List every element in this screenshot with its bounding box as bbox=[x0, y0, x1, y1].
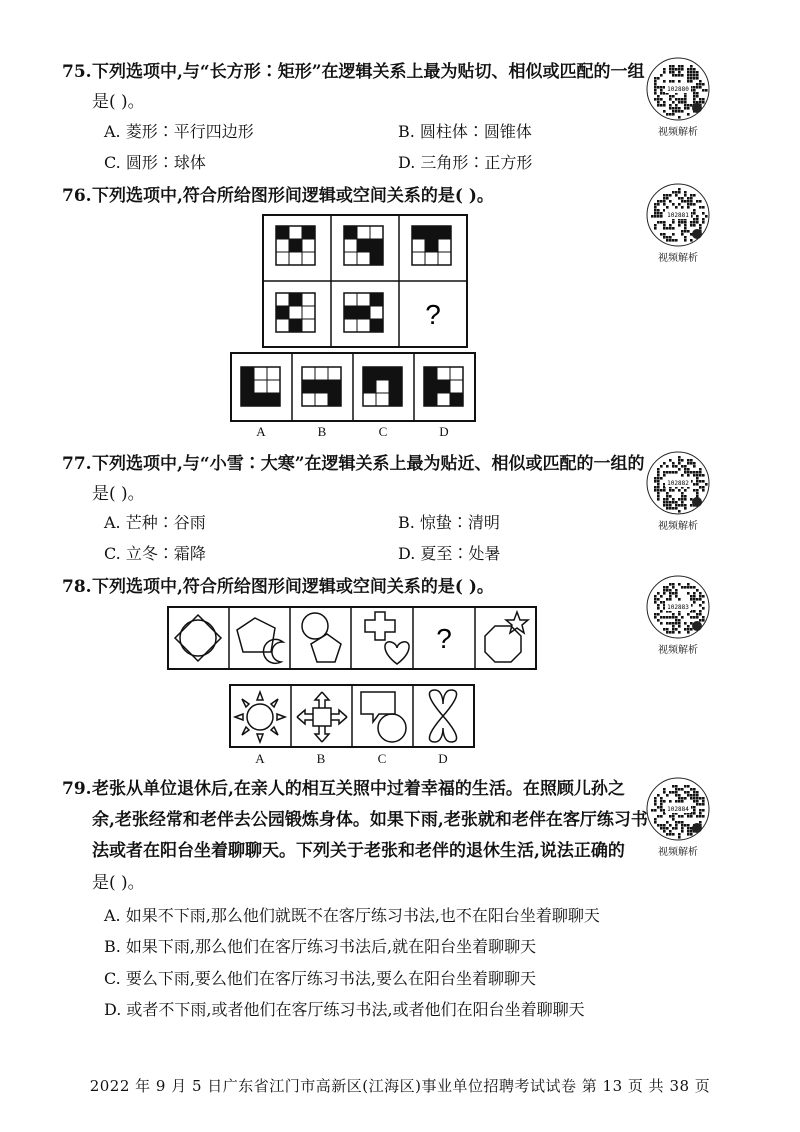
q78-option-a-figure[interactable] bbox=[235, 692, 285, 742]
q76-option-d-figure[interactable] bbox=[424, 367, 463, 406]
q76-stem: 76.下列选项中,符合所给图形间逻辑或空间关系的是( )。 bbox=[62, 182, 494, 210]
q75-stem-line1: 75.下列选项中,与“长方形∶矩形”在逻辑关系上最为贴切、相似或匹配的一组 bbox=[62, 58, 644, 86]
qr-code-icon bbox=[645, 182, 711, 248]
q76-figure-3 bbox=[412, 226, 451, 265]
q77-number: 77. bbox=[62, 454, 92, 474]
q77-stem-line2: 是( )。 bbox=[92, 484, 145, 504]
qr-code-icon bbox=[645, 56, 711, 122]
qr-code-q78[interactable] bbox=[645, 574, 711, 656]
q77-option-a[interactable]: A. 芒种∶谷雨 bbox=[104, 513, 206, 532]
qr-code-q76[interactable] bbox=[645, 182, 711, 264]
qr-id: 102881 bbox=[667, 212, 689, 219]
q78-option-d-figure[interactable] bbox=[429, 690, 456, 742]
qr-id: 102884 bbox=[667, 806, 689, 813]
q75-option-d[interactable]: D. 三角形∶正方形 bbox=[398, 153, 533, 172]
q76-figure-2 bbox=[344, 226, 383, 265]
q77-option-c[interactable]: C. 立冬∶霜降 bbox=[104, 544, 206, 563]
q78-figure-6 bbox=[485, 612, 528, 662]
q78-figure-3 bbox=[302, 613, 341, 662]
q78-option-b-figure[interactable] bbox=[297, 692, 347, 742]
q75-number: 75. bbox=[62, 62, 92, 82]
q76-options-strip bbox=[230, 352, 476, 422]
qr-caption: 视频解析 bbox=[658, 645, 698, 656]
q79-stem-line2: 余,老张经常和老伴去公园锻炼身体。如果下雨,老张就和老伴在客厅练习书 bbox=[92, 810, 648, 830]
q76-number: 76. bbox=[62, 186, 92, 206]
q78-figure-row bbox=[167, 606, 537, 670]
qr-code-icon bbox=[645, 776, 711, 842]
q78-letter-d: D bbox=[438, 751, 448, 766]
q79-option-b[interactable]: B. 如果下雨,那么他们在客厅练习书法后,就在阳台坐着聊聊天 bbox=[104, 937, 537, 956]
q78-question-mark: ? bbox=[436, 623, 452, 654]
q78-figure-2 bbox=[237, 618, 283, 663]
q76-letter-a: A bbox=[256, 424, 266, 439]
qr-id: 102883 bbox=[667, 604, 689, 611]
q78-letter-a: A bbox=[255, 751, 265, 766]
qr-caption: 视频解析 bbox=[658, 127, 698, 138]
q75-option-b[interactable]: B. 圆柱体∶圆锥体 bbox=[398, 122, 532, 141]
q76-figure-grid bbox=[262, 214, 468, 348]
q78-figure-4 bbox=[365, 612, 409, 664]
q76-option-a-figure[interactable] bbox=[241, 367, 280, 406]
q79-option-d[interactable]: D. 或者不下雨,或者他们在客厅练习书法,或者他们在阳台坐着聊聊天 bbox=[104, 1000, 585, 1019]
q77-stem-line1: 77.下列选项中,与“小雪∶大寒”在逻辑关系上最为贴近、相似或匹配的一组的 bbox=[62, 450, 644, 478]
q76-option-c-figure[interactable] bbox=[363, 367, 402, 406]
q76-letter-c: C bbox=[378, 424, 388, 439]
qr-code-q77[interactable] bbox=[645, 450, 711, 532]
q79-number: 79. bbox=[62, 779, 92, 799]
q78-options-strip bbox=[229, 684, 475, 748]
q78-figure-1 bbox=[175, 615, 221, 661]
q78-stem: 78.下列选项中,符合所给图形间逻辑或空间关系的是( )。 bbox=[62, 573, 494, 601]
q75-option-c[interactable]: C. 圆形∶球体 bbox=[104, 153, 206, 172]
q78-letter-b: B bbox=[316, 751, 326, 766]
q76-figure-5 bbox=[344, 293, 383, 332]
q78-letter-c: C bbox=[377, 751, 387, 766]
q75-stem-line2: 是( )。 bbox=[92, 92, 145, 112]
qr-caption: 视频解析 bbox=[658, 847, 698, 858]
q77-option-d[interactable]: D. 夏至∶处暑 bbox=[398, 544, 501, 563]
q79-stem-line3: 法或者在阳台坐着聊聊天。下列关于老张和老伴的退休生活,说法正确的 bbox=[92, 841, 625, 861]
qr-caption: 视频解析 bbox=[658, 253, 698, 264]
q78-number: 78. bbox=[62, 577, 92, 597]
q76-question-mark: ? bbox=[425, 299, 441, 330]
q76-letter-d: D bbox=[439, 424, 449, 439]
q75-option-a[interactable]: A. 菱形∶平行四边形 bbox=[104, 122, 254, 141]
q76-letter-b: B bbox=[317, 424, 327, 439]
q77-option-b[interactable]: B. 惊蛰∶清明 bbox=[398, 513, 500, 532]
q79-stem-line4: 是( )。 bbox=[92, 873, 145, 893]
qr-code-q79[interactable] bbox=[645, 776, 711, 858]
q79-stem-line1: 79.老张从单位退休后,在亲人的相互关照中过着幸福的生活。在照顾儿孙之 bbox=[62, 775, 625, 803]
page-footer: 2022 年 9 月 5 日广东省江门市高新区(江海区)事业单位招聘考试试卷 第 13 页 共 38 页 bbox=[89, 1077, 711, 1095]
q78-option-c-figure[interactable] bbox=[361, 692, 406, 742]
qr-id: 102882 bbox=[667, 480, 689, 487]
q76-figure-1 bbox=[276, 226, 315, 265]
q76-figure-4 bbox=[276, 293, 315, 332]
qr-id: 102880 bbox=[667, 86, 689, 93]
qr-code-icon bbox=[645, 450, 711, 516]
q79-option-c[interactable]: C. 要么下雨,要么他们在客厅练习书法,要么在阳台坐着聊聊天 bbox=[104, 969, 537, 988]
qr-code-q75[interactable] bbox=[645, 56, 711, 138]
q76-option-b-figure[interactable] bbox=[302, 367, 341, 406]
qr-code-icon bbox=[645, 574, 711, 640]
q79-option-a[interactable]: A. 如果不下雨,那么他们就既不在客厅练习书法,也不在阳台坐着聊聊天 bbox=[104, 906, 600, 925]
qr-caption: 视频解析 bbox=[658, 521, 698, 532]
